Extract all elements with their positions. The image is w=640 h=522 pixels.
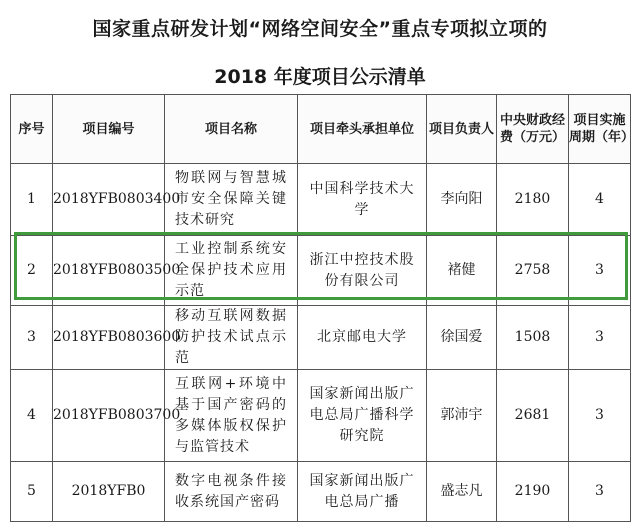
header-id: 项目编号 bbox=[53, 95, 165, 164]
cell-leader: 李向阳 bbox=[427, 164, 497, 236]
cell-period: 3 bbox=[569, 370, 631, 462]
header-name: 项目名称 bbox=[165, 95, 298, 164]
cell-funding: 1508 bbox=[497, 306, 569, 370]
cell-name: 数字电视条件接收系统国产密码 bbox=[165, 462, 298, 522]
cell-id: 2018YFB0803700 bbox=[53, 370, 165, 462]
cell-funding: 2758 bbox=[497, 236, 569, 306]
cell-no: 3 bbox=[11, 306, 53, 370]
header-period: 项目实施周期（年） bbox=[569, 95, 631, 164]
cell-leader: 郭沛宇 bbox=[427, 370, 497, 462]
document-subtitle: 2018 年度项目公示清单 bbox=[214, 66, 426, 88]
cell-name: 工业控制系统安全保护技术应用示范 bbox=[165, 236, 298, 306]
cell-leader: 褚健 bbox=[427, 236, 497, 306]
cell-no: 4 bbox=[11, 370, 53, 462]
cell-period: 3 bbox=[569, 462, 631, 522]
project-table bbox=[10, 94, 635, 522]
cell-no: 1 bbox=[11, 164, 53, 236]
cell-org: 国家新闻出版广电总局广播科学研究院 bbox=[298, 370, 427, 462]
table-header-row bbox=[11, 95, 631, 164]
cell-name: 互联网+环境中基于国产密码的多媒体版权保护与监管技术 bbox=[165, 370, 298, 462]
table-row bbox=[11, 306, 631, 370]
cell-id: 2018YFB0803500 bbox=[53, 236, 165, 306]
cell-name: 移动互联网数据防护技术试点示范 bbox=[165, 306, 298, 370]
cell-org: 浙江中控技术股份有限公司 bbox=[298, 236, 427, 306]
cell-id: 2018YFB0803400 bbox=[53, 164, 165, 236]
cell-id: 2018YFB0803600 bbox=[53, 306, 165, 370]
cell-funding: 2681 bbox=[497, 370, 569, 462]
cell-period: 3 bbox=[569, 236, 631, 306]
table-row bbox=[11, 370, 631, 462]
cell-period: 4 bbox=[569, 164, 631, 236]
cell-funding: 2180 bbox=[497, 164, 569, 236]
cell-leader: 盛志凡 bbox=[427, 462, 497, 522]
cell-name: 物联网与智慧城市安全保障关键技术研究 bbox=[165, 164, 298, 236]
table-row bbox=[11, 236, 631, 306]
cell-org: 中国科学技术大学 bbox=[298, 164, 427, 236]
cell-org: 国家新闻出版广电总局广播 bbox=[298, 462, 427, 522]
header-no: 序号 bbox=[11, 95, 53, 164]
cell-no: 5 bbox=[11, 462, 53, 522]
table-row bbox=[11, 164, 631, 236]
header-leader: 项目负责人 bbox=[427, 95, 497, 164]
document-title: 国家重点研发计划“网络空间安全”重点专项拟立项的 bbox=[92, 18, 548, 40]
cell-no: 2 bbox=[11, 236, 53, 306]
cell-funding: 2190 bbox=[497, 462, 569, 522]
cell-period: 3 bbox=[569, 306, 631, 370]
header-org: 项目牵头承担单位 bbox=[298, 95, 427, 164]
table-row bbox=[11, 462, 631, 522]
cell-leader: 徐国爱 bbox=[427, 306, 497, 370]
cell-id: 2018YFB0 bbox=[53, 462, 165, 522]
cell-org: 北京邮电大学 bbox=[298, 306, 427, 370]
header-funding: 中央财政经费（万元） bbox=[497, 95, 569, 164]
